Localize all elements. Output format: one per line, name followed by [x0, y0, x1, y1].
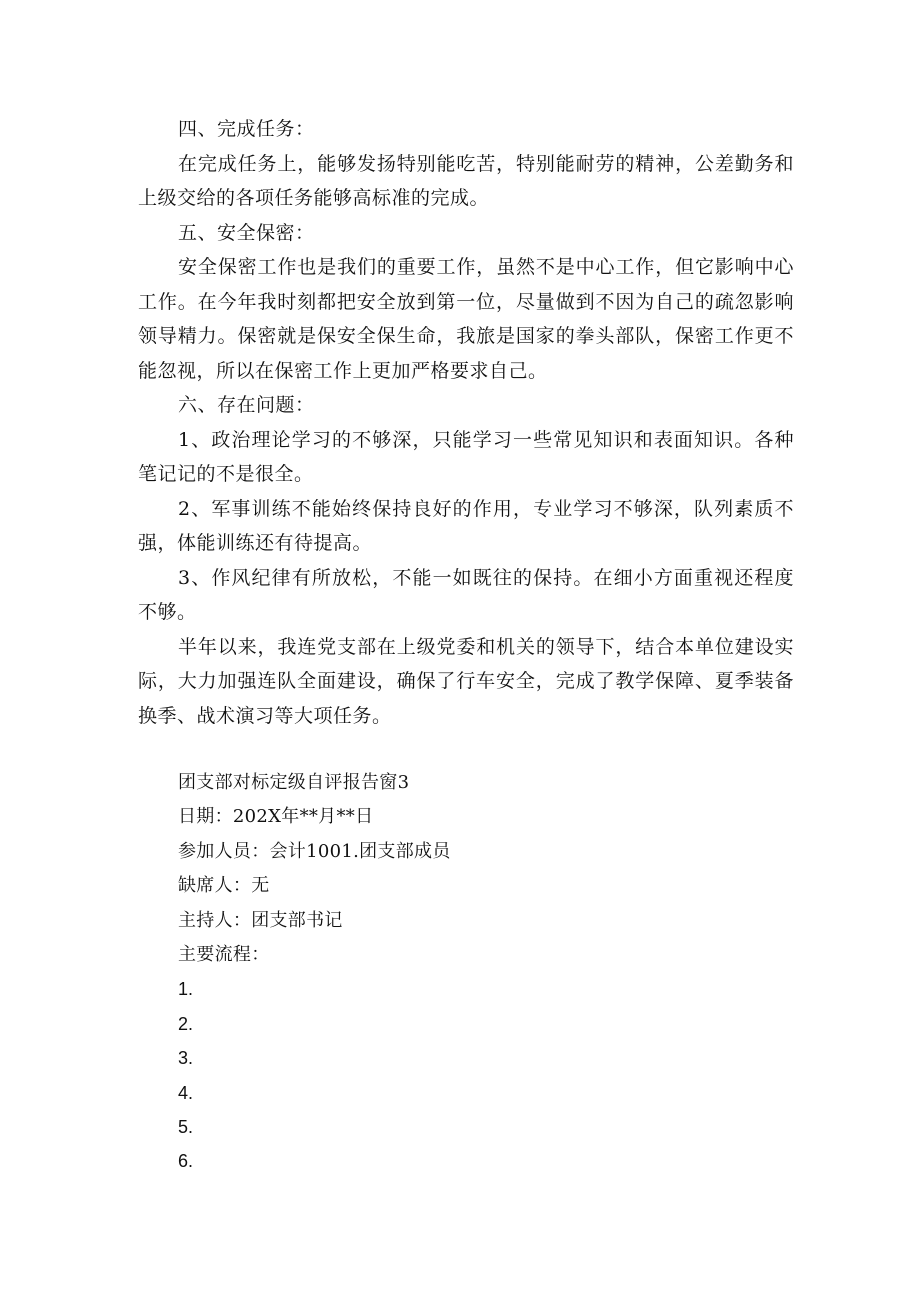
process-step: 2.	[178, 1013, 194, 1034]
process-step: 5.	[178, 1117, 194, 1138]
meeting-attendees: 参加人员：会计1001.团支部成员	[178, 840, 451, 862]
process-step: 1.	[178, 979, 194, 1000]
paragraph-summary: 半年以来，我连党支部在上级党委和机关的领导下，结合本单位建设实际，大力加强连队全面建设，确保了行车安全，完成了教学保障、夏季装备换季、战术演习等大项任务。	[138, 635, 794, 727]
process-step: 4.	[178, 1082, 194, 1103]
document-body	[138, 112, 794, 733]
process-step: 3.	[178, 1048, 194, 1069]
meeting-title: 团支部对标定级自评报告窗3	[178, 772, 410, 793]
section-heading-security: 五、安全保密：	[178, 221, 315, 244]
process-step: 6.	[178, 1151, 194, 1172]
meeting-process-label: 主要流程：	[178, 944, 270, 966]
meeting-absent: 缺席人：无	[178, 875, 270, 897]
section-heading-problems: 六、存在问题：	[178, 394, 315, 416]
meeting-host: 主持人：团支部书记	[178, 909, 343, 931]
section-heading-complete-tasks: 四、完成任务：	[178, 118, 315, 140]
paragraph-problem-1: 1、政治理论学习的不够深，只能学习一些常见知识和表面知识。各种笔记记的不是很全。	[138, 428, 794, 485]
process-step-list	[178, 972, 738, 1178]
paragraph-security: 安全保密工作也是我们的重要工作，虽然不是中心工作，但它影响中心工作。在今年我时刻都把安全放到第一位，尽量做到不因为自己的疏忽影响领导精力。保密就是保安全保生命，我旅是国家的拳头部队，保密工作更不能忽视，所以在保密工作上更加严格要求自己。	[138, 256, 794, 382]
paragraph-complete-tasks: 在完成任务上，能够发扬特别能吃苦，特别能耐劳的精神，公差勤务和上级交给的各项任务能够高标准的完成。	[138, 152, 794, 209]
meeting-record	[178, 766, 738, 1179]
paragraph-problem-2: 2、军事训练不能始终保持良好的作用，专业学习不够深，队列素质不强，体能训练还有待提高。	[138, 497, 794, 554]
meeting-date: 日期：202X年**月**日	[178, 806, 374, 828]
paragraph-problem-3: 3、作风纪律有所放松，不能一如既往的保持。在细小方面重视还程度不够。	[138, 566, 794, 623]
